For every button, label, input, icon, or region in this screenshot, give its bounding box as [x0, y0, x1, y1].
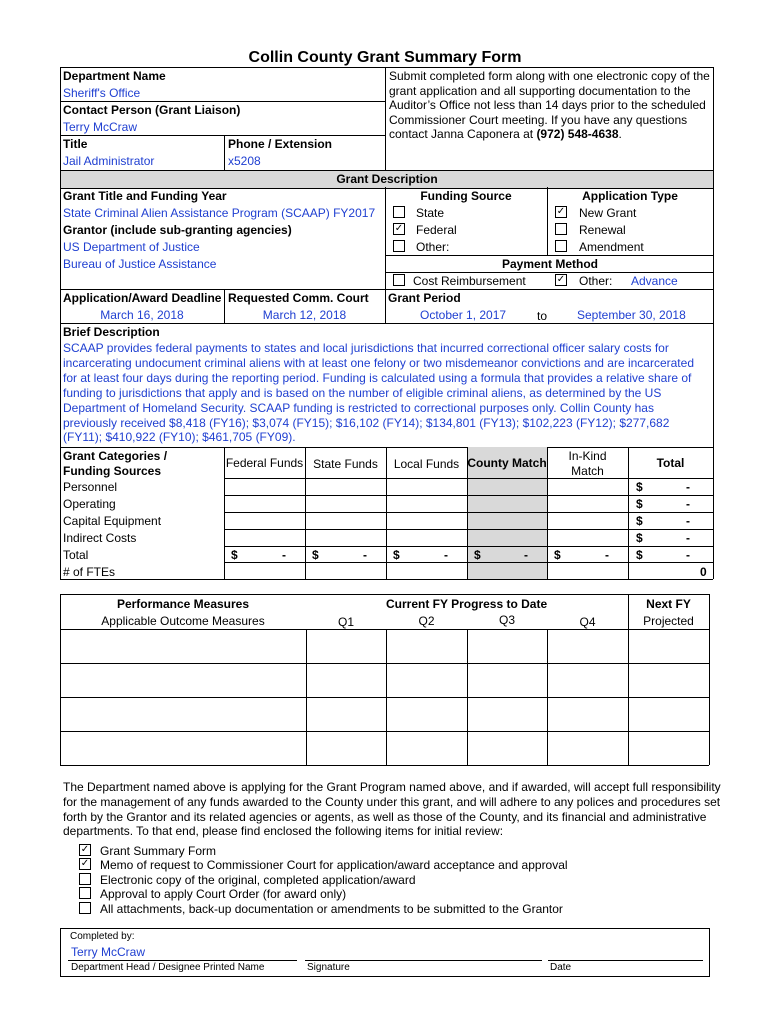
dollar-sign: $ — [636, 514, 643, 528]
contact-label: Contact Person (Grant Liaison) — [63, 103, 241, 117]
dollar-sign: $ — [636, 480, 643, 494]
total-value[interactable]: - — [686, 480, 690, 494]
state-checkbox[interactable] — [393, 206, 405, 218]
period-end[interactable]: September 30, 2018 — [577, 308, 686, 322]
dollar-sign: $ — [636, 531, 643, 545]
form-title: Collin County Grant Summary Form — [248, 49, 522, 66]
instructions-line: grant application and all supporting documentation to the — [389, 84, 691, 98]
funding-source-label: Funding Source — [420, 189, 512, 203]
grant-categories-label: Grant Categories / — [63, 449, 168, 463]
checklist-item-label: Memo of request to Commissioner Court for application/award acceptance and approval — [100, 858, 568, 872]
new-grant-label: New Grant — [579, 206, 637, 220]
col-state-funds: State Funds — [313, 457, 378, 471]
col-total: Total — [656, 456, 685, 470]
dollar-sign: $ — [393, 548, 400, 562]
printed-name-value[interactable]: Terry McCraw — [71, 945, 145, 959]
printed-name-label: Department Head / Designee Printed Name — [71, 962, 265, 973]
instructions-line: Auditor’s Office not less than 14 days prior to the scheduled — [389, 98, 706, 112]
q2-header: Q2 — [418, 614, 435, 628]
signature-label: Signature — [307, 962, 350, 973]
col-county-match: County Match — [467, 456, 547, 470]
q3-header: Q3 — [498, 613, 515, 627]
checklist-item-label: Grant Summary Form — [100, 844, 217, 858]
budget-row-label: Operating — [63, 497, 116, 511]
department-value[interactable]: Sheriff's Office — [63, 86, 141, 100]
dollar-sign: $ — [554, 548, 561, 562]
progress-header: Current FY Progress to Date — [386, 597, 548, 611]
brief-description-text[interactable]: SCAAP provides federal payments to states and local jurisdictions that incurred correctional officer salary costs for incarcerating undocument criminal aliens with at least one felony or two misdemeanor convictions and are incarcerated for at least four days during the reporting period. Funding is calculated using a formula that provides a relative share of funding to jurisdictions that apply and is based on the number of eligible criminal aliens, as determined by the US Department of Homeland Security. SCAAP funding is restricted to correctional purposes only. Collin County has previously received $8,418 (FY16); $3,074 (FY15); $16,102 (FY14); $134,801 (FY13); $102,223 (FY12); $277,682 (FY11); $410,922 (FY10); $461,705 (FY09). — [63, 341, 694, 445]
application-type-label: Application Type — [582, 189, 678, 203]
checklist-checkbox[interactable]: ✓ — [80, 858, 90, 869]
ftes-label: # of FTEs — [63, 565, 116, 579]
total-value[interactable]: - — [686, 531, 690, 545]
statement-paragraph: The Department named above is applying for the Grant Program named above, and if awarded, will accept full responsibility for the management of any funds awarded to the County under this grant, and will adhere to any polices and procedures set forth by the Grantor and its related agencies or agents, as well as those of the County, and its financial and administrative departments. To that end, please find enclosed the following items for initial review: — [63, 780, 721, 839]
brief-description-label: Brief Description — [63, 325, 160, 339]
dollar-sign: $ — [636, 548, 643, 562]
phone-value[interactable]: x5208 — [228, 154, 261, 168]
q4-header: Q4 — [579, 615, 596, 629]
federal-label: Federal — [416, 223, 457, 237]
other-funding-label: Other: — [416, 240, 450, 254]
other-funding-checkbox[interactable] — [393, 240, 405, 252]
col-federal-funds: Federal Funds — [225, 456, 304, 470]
renewal-checkbox[interactable] — [555, 223, 567, 235]
date-label: Date — [550, 962, 572, 973]
federal-checkbox[interactable]: ✓ — [394, 223, 404, 234]
state-total[interactable]: - — [363, 548, 367, 562]
budget-row-label: Indirect Costs — [63, 531, 137, 545]
grantor-line2[interactable]: Bureau of Justice Assistance — [63, 257, 217, 271]
renewal-label: Renewal — [579, 223, 626, 237]
col-match: Match — [571, 464, 604, 478]
state-label: State — [416, 206, 445, 220]
contact-value[interactable]: Terry McCraw — [63, 120, 137, 134]
inkind-total[interactable]: - — [605, 548, 609, 562]
checklist-checkbox[interactable] — [79, 887, 91, 899]
total-value[interactable]: - — [686, 497, 690, 511]
total-value[interactable]: - — [686, 514, 690, 528]
performance-measures-header: Performance Measures — [116, 597, 250, 611]
department-label: Department Name — [63, 69, 166, 83]
auditor-phone: (972) 548-4638 — [536, 127, 619, 141]
budget-total-label: Total — [63, 548, 89, 562]
payment-method-label: Payment Method — [502, 257, 599, 271]
phone-label: Phone / Extension — [228, 137, 333, 151]
other-payment-label: Other: — [579, 274, 613, 288]
budget-row-label: Personnel — [63, 480, 118, 494]
dollar-sign: $ — [636, 497, 643, 511]
dollar-sign: $ — [474, 548, 481, 562]
court-label: Requested Comm. Court — [228, 291, 369, 305]
checklist-checkbox[interactable] — [79, 902, 91, 914]
instructions-line: Submit completed form along with one electronic copy of the — [389, 69, 710, 83]
completed-by-label: Completed by: — [70, 931, 135, 942]
dollar-sign: $ — [231, 548, 238, 562]
title-label: Title — [63, 137, 88, 151]
funding-sources-label: Funding Sources — [63, 464, 162, 478]
grantor-label: Grantor (include sub-granting agencies) — [63, 223, 292, 237]
local-total[interactable]: - — [444, 548, 448, 562]
instructions-line: Commissioner Court meeting. If you have any questions — [389, 113, 688, 127]
amendment-checkbox[interactable] — [555, 240, 567, 252]
next-fy-header: Next FY — [646, 597, 691, 611]
grant-title-label: Grant Title and Funding Year — [63, 189, 227, 203]
dollar-sign: $ — [312, 548, 319, 562]
period-to: to — [537, 309, 548, 323]
grand-total[interactable]: - — [686, 548, 690, 562]
checklist-item-label: All attachments, back-up documentation or amendments to be submitted to the Grantor — [100, 902, 563, 916]
grant-period-label: Grant Period — [388, 291, 461, 305]
new-grant-checkbox[interactable]: ✓ — [556, 206, 566, 217]
checklist-item-label: Approval to apply Court Order (for award only) — [100, 887, 347, 901]
checklist-item-label: Electronic copy of the original, completed application/award — [100, 873, 416, 887]
col-inkind: In-Kind — [568, 449, 607, 463]
amendment-label: Amendment — [579, 240, 644, 254]
cost-reimbursement-label: Cost Reimbursement — [413, 274, 526, 288]
other-payment-value[interactable]: Advance — [631, 274, 678, 288]
title-value[interactable]: Jail Administrator — [63, 154, 155, 168]
outcome-measures-subheader: Applicable Outcome Measures — [101, 614, 265, 628]
grant-title-value[interactable]: State Criminal Alien Assistance Program (SCAAP) FY2017 — [63, 206, 376, 220]
grant-description-header: Grant Description — [336, 172, 438, 186]
federal-total[interactable]: - — [282, 548, 286, 562]
period-start[interactable]: October 1, 2017 — [420, 308, 507, 322]
other-payment-checkbox[interactable]: ✓ — [556, 274, 566, 285]
budget-row-label: Capital Equipment — [63, 514, 162, 528]
grantor-line1[interactable]: US Department of Justice — [63, 240, 200, 254]
col-local-funds: Local Funds — [393, 457, 460, 471]
q1-header: Q1 — [337, 615, 354, 629]
checklist-checkbox[interactable] — [79, 873, 91, 885]
court-value[interactable]: March 12, 2018 — [262, 308, 347, 322]
cost-reimbursement-checkbox[interactable] — [393, 274, 405, 286]
ftes-value[interactable]: 0 — [700, 565, 707, 579]
county-total[interactable]: - — [524, 548, 528, 562]
instructions-line: contact Janna Caponera at (972) 548-4638. — [389, 127, 622, 141]
checklist-checkbox[interactable]: ✓ — [80, 844, 90, 855]
deadline-label: Application/Award Deadline — [63, 291, 222, 305]
projected-header: Projected — [643, 614, 694, 628]
deadline-value[interactable]: March 16, 2018 — [100, 308, 184, 322]
